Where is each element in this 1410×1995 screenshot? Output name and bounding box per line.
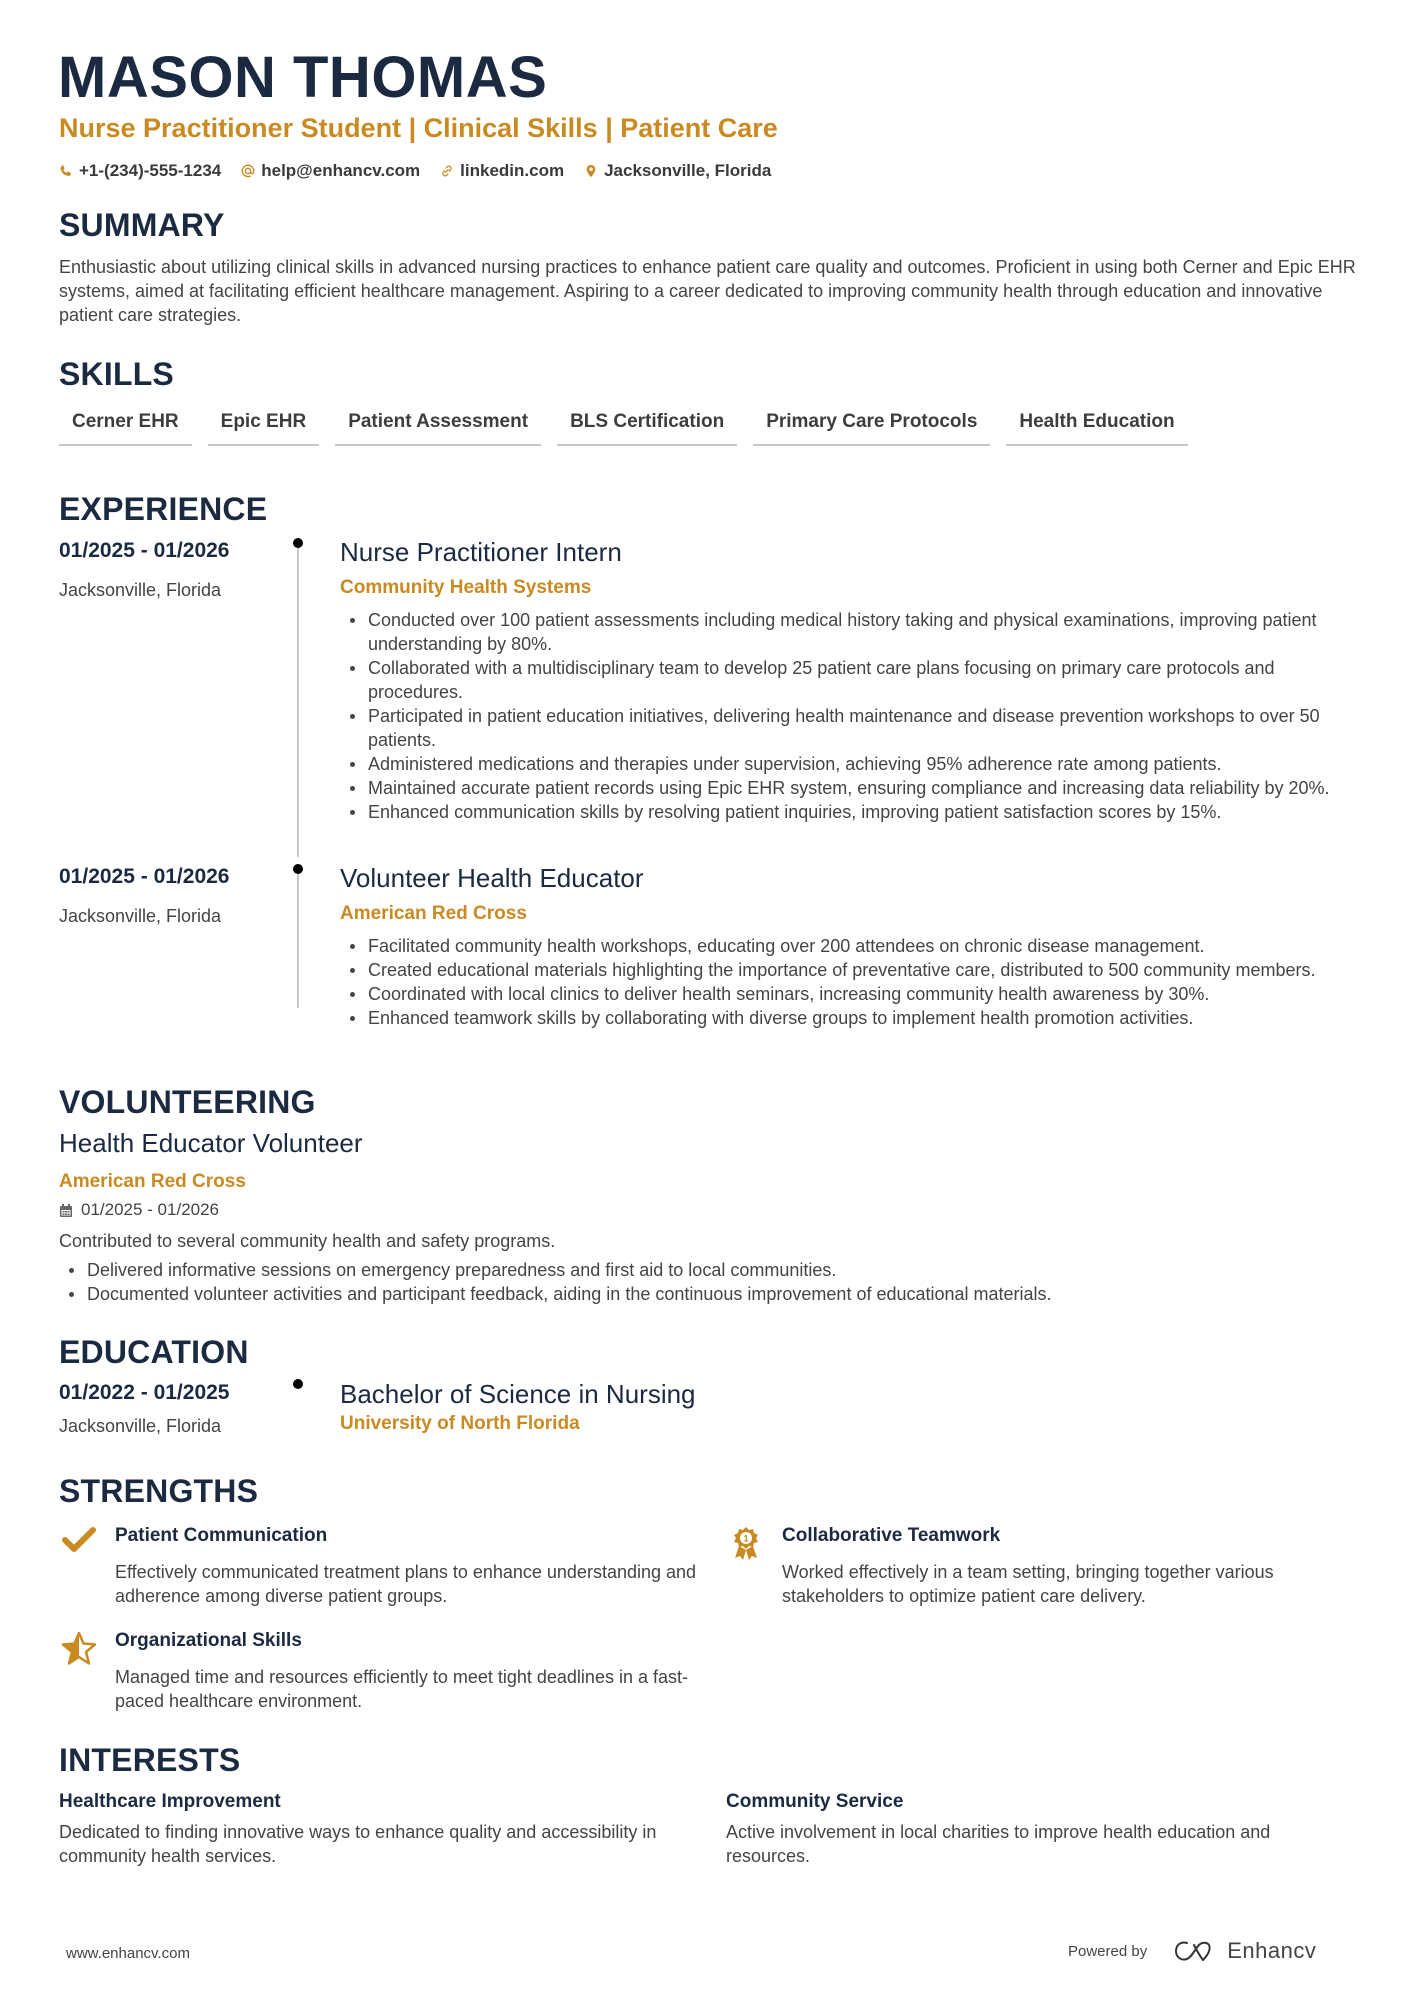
job-bullet: Maintained accurate patient records using Epic EHR system, ensuring compliance and increasing data reliability by 20%. — [340, 776, 1370, 800]
contact-bar — [59, 160, 771, 182]
skill-tag: Cerner EHR — [59, 408, 192, 446]
candidate-headline: Nurse Practitioner Student | Clinical Skills | Patient Care — [59, 113, 778, 143]
education-heading: EDUCATION — [59, 1334, 249, 1370]
interest-item — [726, 1790, 1346, 1868]
summary-heading: SUMMARY — [59, 207, 225, 243]
job-title: Volunteer Health Educator — [340, 863, 644, 893]
timeline-line — [297, 545, 299, 857]
job-bullet: Collaborated with a multidisciplinary team to develop 25 patient care plans focusing on primary care protocols and procedures. — [340, 656, 1370, 704]
volunteer-organization: American Red Cross — [59, 1171, 246, 1192]
powered-by-label: Powered by — [1068, 1942, 1148, 1960]
contact-link[interactable] — [440, 160, 564, 182]
footer-powered-by — [1068, 1938, 1316, 1964]
enhancv-logo-icon — [1173, 1939, 1219, 1963]
strength-title: Collaborative Teamwork — [782, 1525, 1001, 1546]
location-text: Jacksonville, Florida — [604, 161, 772, 180]
svg-text:1: 1 — [743, 1533, 749, 1544]
education-school: University of North Florida — [340, 1413, 580, 1434]
strength-item — [726, 1524, 1366, 1608]
job-bullet: Created educational materials highlighting the importance of preventative care, distributed to 500 community members. — [340, 958, 1370, 982]
summary-text: Enthusiastic about utilizing clinical skills in advanced nursing practices to enhance patient care quality and outcomes. Proficient in using both Cerner and Epic EHR systems, aimed at facilitating efficient healthcare management. Aspiring to a career dedicated to improving community health through education and innovative patient care strategies. — [59, 257, 1356, 325]
strength-item — [59, 1524, 699, 1608]
skills-heading: SKILLS — [59, 356, 174, 392]
education-degree: Bachelor of Science in Nursing — [340, 1379, 696, 1409]
job-company: Community Health Systems — [340, 577, 592, 598]
timeline-dot — [293, 864, 303, 874]
volunteer-bullet: Documented volunteer activities and participant feedback, aiding in the continuous improvement of educational materials. — [59, 1282, 1359, 1306]
strength-title: Organizational Skills — [115, 1630, 302, 1651]
interests-heading: INTERESTS — [59, 1742, 241, 1778]
timeline-dot — [293, 538, 303, 548]
link-icon — [440, 164, 454, 178]
checkmark-icon — [62, 1526, 96, 1554]
volunteer-role: Health Educator Volunteer — [59, 1128, 363, 1158]
volunteering-heading: VOLUNTEERING — [59, 1084, 316, 1120]
skill-tag: BLS Certification — [557, 408, 737, 446]
phone-text: +1-(234)-555-1234 — [79, 161, 222, 180]
job-bullet: Administered medications and therapies under supervision, achieving 95% adherence rate among patients. — [340, 752, 1370, 776]
timeline-line — [297, 872, 299, 1008]
experience-heading: EXPERIENCE — [59, 491, 268, 527]
education-location: Jacksonville, Florida — [59, 1416, 222, 1436]
strength-title: Patient Communication — [115, 1525, 328, 1546]
education-dates: 01/2022 - 01/2025 — [59, 1381, 230, 1404]
at-sign-icon — [241, 164, 255, 178]
strengths-heading: STRENGTHS — [59, 1473, 259, 1509]
strength-description: Effectively communicated treatment plans to enhance understanding and adherence among diverse patient groups. — [115, 1562, 697, 1606]
phone-icon — [59, 164, 73, 178]
contact-location — [584, 160, 771, 182]
interest-title: Healthcare Improvement — [59, 1791, 281, 1812]
volunteer-description: Contributed to several community health and safety programs. — [59, 1231, 556, 1251]
candidate-name: MASON THOMAS — [58, 45, 548, 110]
job-company: American Red Cross — [340, 903, 527, 924]
job-bullet: Participated in patient education initiatives, delivering health maintenance and disease prevention workshops to over 50 patients. — [340, 704, 1370, 752]
skill-tag: Primary Care Protocols — [753, 408, 990, 446]
strength-description: Worked effectively in a team setting, bringing together various stakeholders to optimize patient care delivery. — [782, 1562, 1274, 1606]
job-bullet: Enhanced communication skills by resolving patient inquiries, improving patient satisfaction scores by 15%. — [340, 800, 1370, 824]
skill-tag: Health Education — [1006, 408, 1187, 446]
timeline-dot — [293, 1379, 303, 1389]
job-bullet: Coordinated with local clinics to deliver health seminars, increasing community health awareness by 30%. — [340, 982, 1370, 1006]
interest-item — [59, 1790, 659, 1868]
job-title: Nurse Practitioner Intern — [340, 537, 622, 567]
interest-description: Active involvement in local charities to improve health education and resources. — [726, 1822, 1271, 1866]
contact-phone[interactable] — [59, 160, 221, 182]
volunteer-dates — [59, 1199, 219, 1221]
strength-item — [59, 1629, 699, 1713]
job-location: Jacksonville, Florida — [59, 580, 222, 600]
volunteer-bullet: Delivered informative sessions on emergency preparedness and first aid to local communities. — [59, 1258, 1359, 1282]
interest-title: Community Service — [726, 1791, 904, 1812]
calendar-icon — [59, 1203, 73, 1218]
link-text: linkedin.com — [460, 161, 565, 180]
footer-website[interactable]: www.enhancv.com — [66, 1945, 190, 1962]
strength-description: Managed time and resources efficiently to meet tight deadlines in a fast-paced healthcare environment. — [115, 1667, 688, 1711]
volunteer-bullets — [59, 1258, 1359, 1306]
job-bullets — [340, 934, 1370, 1030]
skill-tag: Patient Assessment — [335, 408, 541, 446]
skills-list — [59, 408, 1188, 446]
enhancv-logo[interactable] — [1173, 1938, 1316, 1964]
job-bullet: Enhanced teamwork skills by collaborating with diverse groups to implement health promotion activities. — [340, 1006, 1370, 1030]
volunteer-dates-text: 01/2025 - 01/2026 — [81, 1200, 220, 1219]
job-bullet: Facilitated community health workshops, educating over 200 attendees on chronic disease management. — [340, 934, 1370, 958]
interest-description: Dedicated to finding innovative ways to enhance quality and accessibility in community health services. — [59, 1822, 657, 1866]
job-bullet: Conducted over 100 patient assessments including medical history taking and physical examinations, improving patient understanding by 80%. — [340, 608, 1370, 656]
job-dates: 01/2025 - 01/2026 — [59, 539, 230, 562]
award-ribbon-icon — [731, 1526, 761, 1562]
brand-name: Enhancv — [1227, 1938, 1317, 1963]
job-location: Jacksonville, Florida — [59, 906, 222, 926]
job-bullets — [340, 608, 1370, 824]
contact-email[interactable] — [241, 160, 420, 182]
skill-tag: Epic EHR — [208, 408, 320, 446]
half-star-icon — [61, 1631, 97, 1665]
email-text: help@enhancv.com — [261, 161, 421, 180]
job-dates: 01/2025 - 01/2026 — [59, 865, 230, 888]
map-pin-icon — [584, 164, 598, 178]
